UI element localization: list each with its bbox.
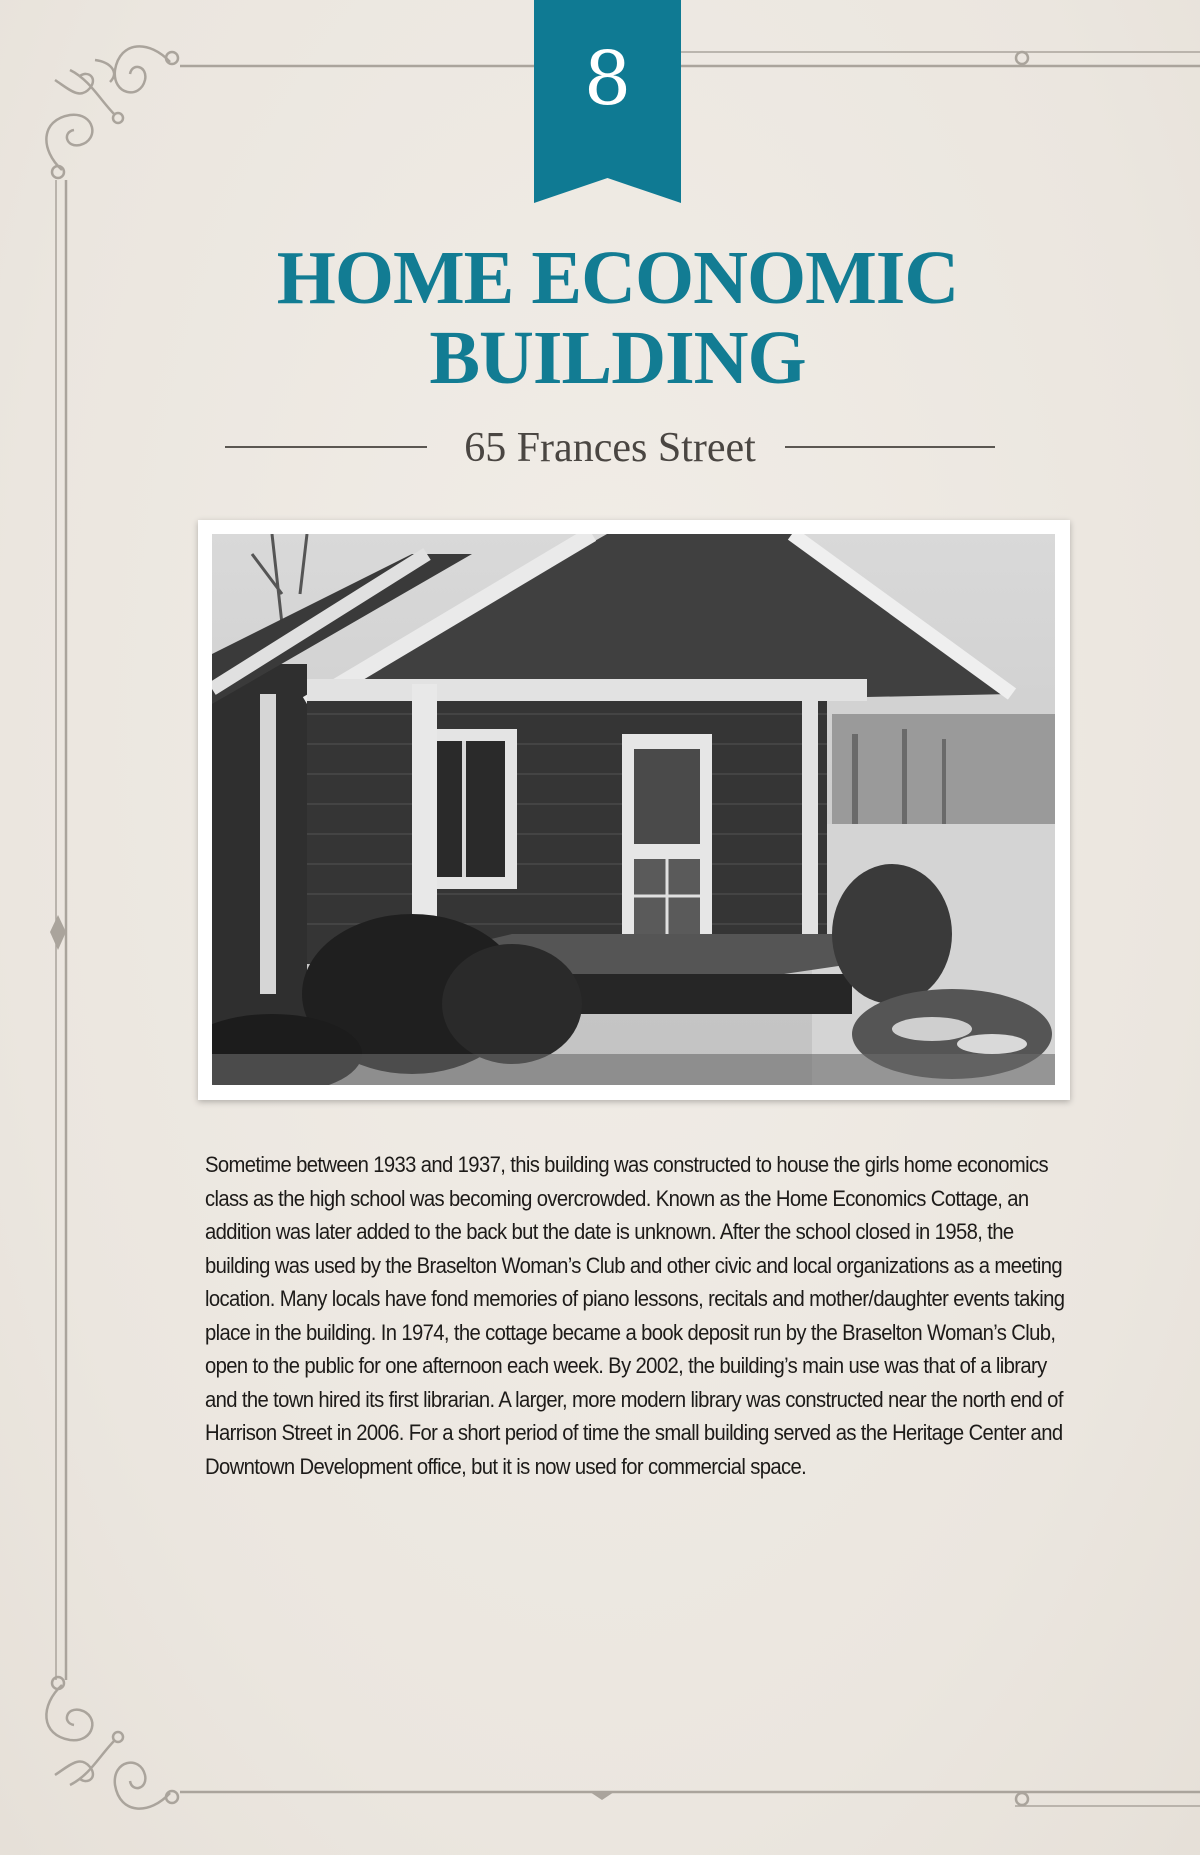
page-title	[200, 238, 1035, 398]
title-line-2: BUILDING	[429, 316, 806, 400]
photo-frame	[198, 520, 1070, 1100]
divider-right	[785, 446, 995, 448]
street-address: 65 Frances Street	[464, 425, 756, 471]
stop-number: 8	[583, 36, 632, 122]
description-paragraph: Sometime between 1933 and 1937, this building was constructed to house the girls home economics class as the high school was becoming overcrowded. Known as the Home Economics Cottage, an addition was later added to the back but the date is unknown. After the school closed in 1958, the building was used by the Braselton Woman’s Club and other civic and local organizations as a meeting location. Many locals have fond memories of piano lessons, recitals and mother/daughter events taking place in the building. In 1974, the cottage became a book deposit run by the Braselton Woman’s Club, open to the public for one afternoon each week. By 2002, the building’s main use was that of a library and the town hired its first librarian. A larger, more modern library was constructed near the north end of Harrison Street in 2006. For a short period of time the small building served as the Heritage Center and Downtown Development office, but it is now used for commercial space.	[205, 1152, 1065, 1479]
address-row	[225, 418, 995, 478]
divider-left	[225, 446, 427, 448]
historic-cottage-photo	[212, 534, 1055, 1085]
title-line-1: HOME ECONOMIC	[276, 236, 959, 320]
